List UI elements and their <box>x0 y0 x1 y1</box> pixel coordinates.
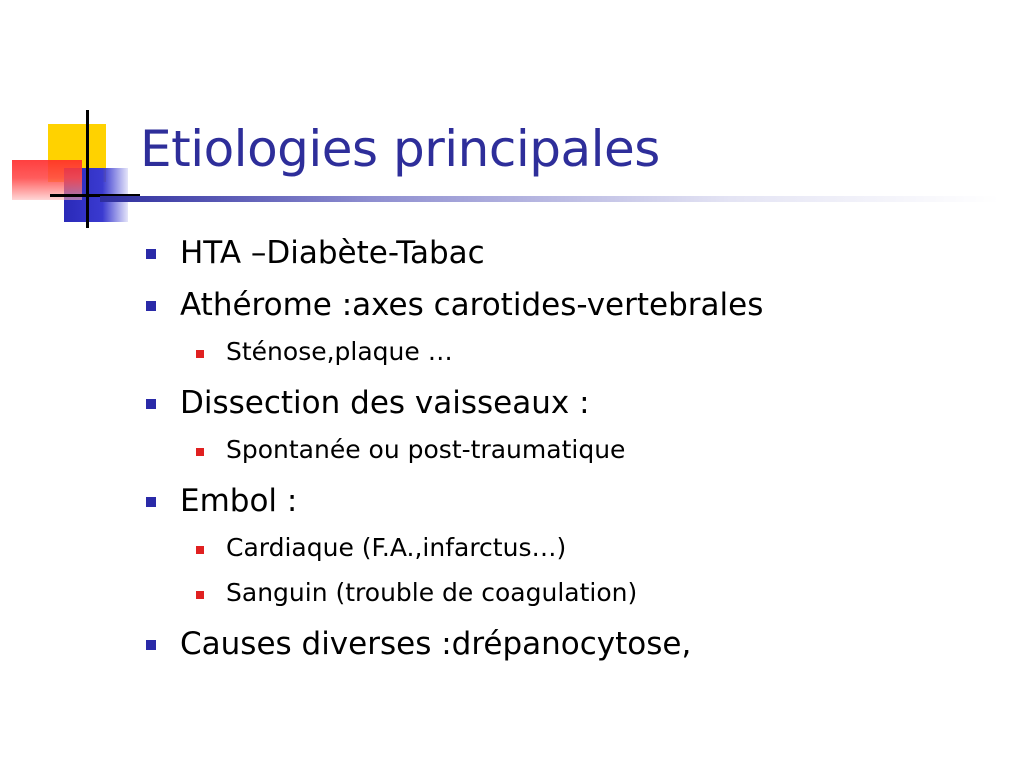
list-item: Spontanée ou post-traumatique <box>226 435 626 464</box>
square-bullet-icon <box>146 399 156 409</box>
square-bullet-icon <box>196 591 204 599</box>
list-item: Causes diverses :drépanocytose, <box>180 626 692 662</box>
list-item: Dissection des vaisseaux : <box>180 385 590 421</box>
square-bullet-icon <box>196 350 204 358</box>
square-bullet-icon <box>146 301 156 311</box>
list-item: Cardiaque (F.A.,infarctus…) <box>226 533 567 562</box>
list-item: Athérome :axes carotides-vertebrales <box>180 287 764 323</box>
list-item: HTA –Diabète-Tabac <box>180 235 485 271</box>
square-bullet-icon <box>146 497 156 507</box>
square-bullet-icon <box>196 448 204 456</box>
list-item: Sanguin (trouble de coagulation) <box>226 578 638 607</box>
slide-title: Etiologies principales <box>140 120 660 178</box>
list-item: Sténose,plaque … <box>226 337 453 366</box>
square-bullet-icon <box>196 546 204 554</box>
square-bullet-icon <box>146 640 156 650</box>
list-item: Embol : <box>180 483 298 519</box>
square-bullet-icon <box>146 249 156 259</box>
